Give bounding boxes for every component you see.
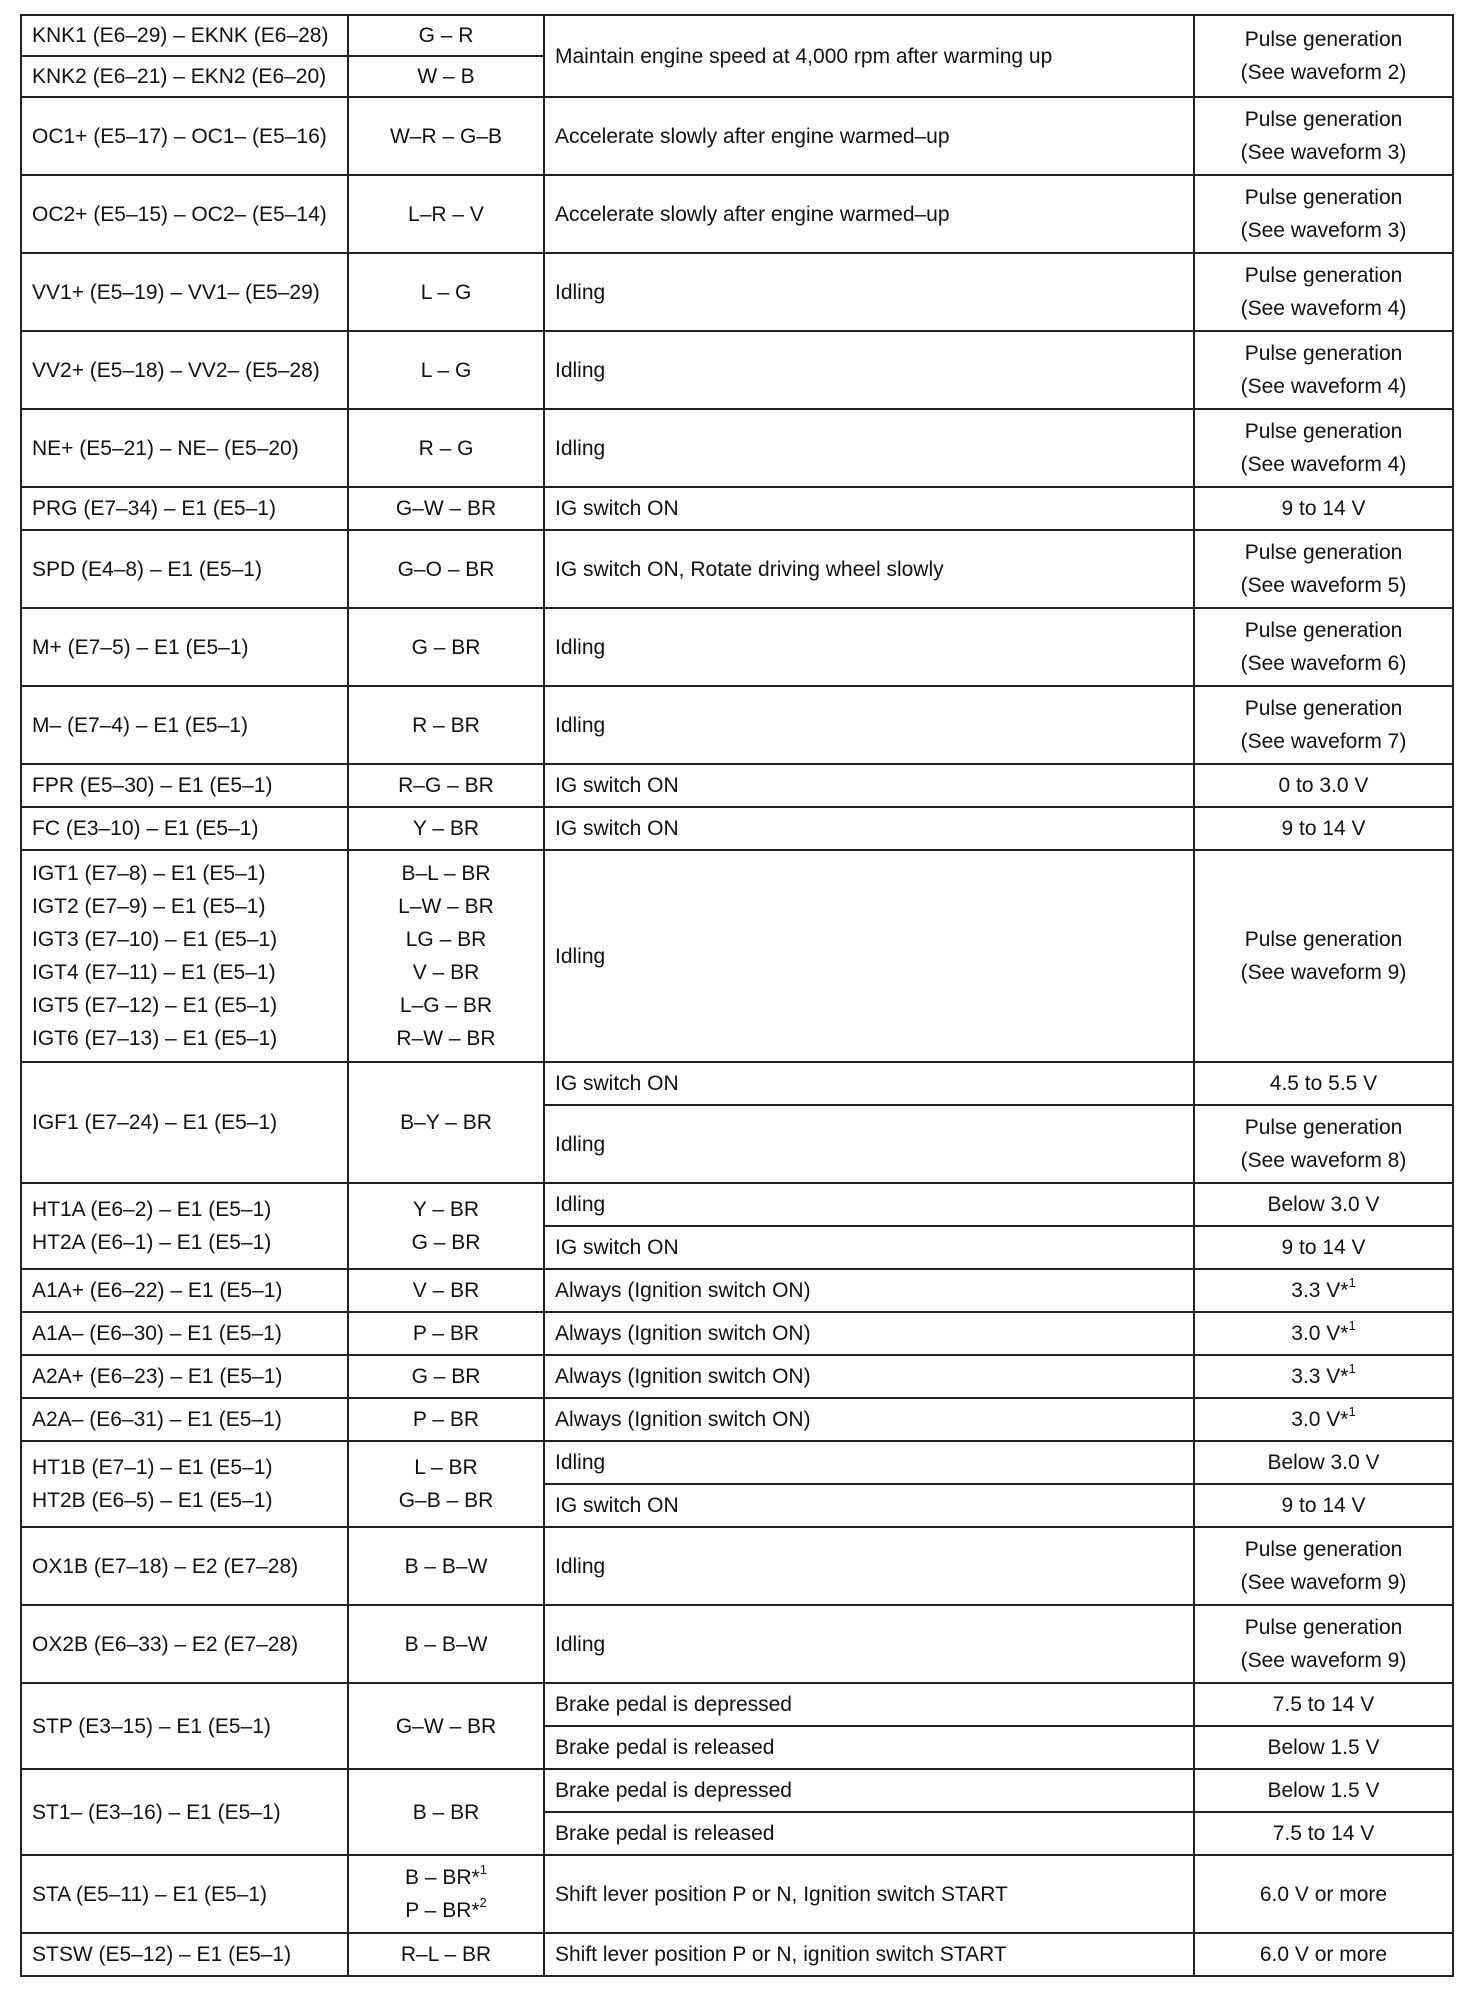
table-row	[21, 1269, 1453, 1312]
terminal-cell	[21, 1605, 348, 1683]
specification-cell	[1194, 1355, 1453, 1398]
terminal-text: M– (E7–4) – E1 (E5–1)	[32, 713, 248, 737]
wiring-text: V – BR	[412, 961, 480, 984]
condition-text: Idling	[555, 1632, 606, 1656]
wiring-text: B–L – BR	[401, 862, 491, 885]
terminal-cell	[21, 175, 348, 253]
wiring-cell	[348, 1683, 544, 1769]
specification-text: Pulse generation	[1244, 108, 1403, 131]
terminal-text: HT2B (E6–5) – E1 (E5–1)	[32, 1489, 273, 1512]
specification-text: 0 to 3.0 V	[1278, 774, 1369, 797]
terminal-text: KNK1 (E6–29) – EKNK (E6–28)	[32, 24, 329, 47]
table-row	[21, 1183, 1453, 1226]
wiring-cell	[348, 56, 544, 97]
condition-text: IG switch ON	[555, 1072, 679, 1095]
terminal-cell	[21, 253, 348, 331]
specification-text: (See waveform 9)	[1240, 961, 1407, 984]
specification-text: Pulse generation	[1244, 186, 1403, 209]
table-row	[21, 608, 1453, 686]
specification-cell	[1194, 1683, 1453, 1726]
specification-text: Pulse generation	[1244, 1616, 1403, 1639]
wiring-text: G – BR	[411, 1231, 481, 1254]
table-row	[21, 1605, 1453, 1683]
condition-cell	[544, 331, 1194, 409]
specification-text: 3.3 V*$^1$	[1291, 1361, 1356, 1388]
table-row	[21, 253, 1453, 331]
wiring-cell	[348, 1355, 544, 1398]
wiring-text: R–G – BR	[398, 774, 494, 797]
terminal-cell	[21, 608, 348, 686]
condition-text: Always (Ignition switch ON)	[555, 1322, 811, 1345]
wiring-text: Y – BR	[412, 1198, 480, 1221]
specification-text: 7.5 to 14 V	[1272, 1693, 1375, 1716]
wiring-cell	[348, 807, 544, 850]
terminal-cell	[21, 56, 348, 97]
condition-cell	[544, 1683, 1194, 1726]
terminal-cell	[21, 15, 348, 56]
condition-cell	[544, 1312, 1194, 1355]
specification-cell	[1194, 15, 1453, 97]
terminal-text: A2A– (E6–31) – E1 (E5–1)	[32, 1408, 282, 1431]
terminal-cell	[21, 1933, 348, 1976]
condition-text: Idling	[555, 1132, 606, 1156]
specification-text: Pulse generation	[1244, 1116, 1403, 1139]
wiring-text: Y – BR	[412, 817, 480, 840]
condition-text: Brake pedal is depressed	[555, 1693, 792, 1716]
specification-cell	[1194, 1441, 1453, 1484]
specification-text: (See waveform 3)	[1240, 219, 1407, 242]
condition-cell	[544, 1269, 1194, 1312]
specification-text: 6.0 V or more	[1259, 1882, 1388, 1906]
table-row	[21, 409, 1453, 487]
terminal-cell	[21, 1683, 348, 1769]
specification-text: 3.0 V*$^1$	[1291, 1318, 1356, 1345]
specification-cell	[1194, 1105, 1453, 1183]
terminal-cell	[21, 1769, 348, 1855]
terminal-text: A2A+ (E6–23) – E1 (E5–1)	[32, 1365, 283, 1388]
footnote-marker: 1	[479, 1862, 487, 1877]
specification-cell	[1194, 253, 1453, 331]
terminal-cell	[21, 1398, 348, 1441]
table-row	[21, 15, 1453, 56]
terminal-text: A1A+ (E6–22) – E1 (E5–1)	[32, 1279, 283, 1302]
wiring-cell	[348, 1769, 544, 1855]
wiring-cell	[348, 1441, 544, 1527]
terminal-text: M+ (E7–5) – E1 (E5–1)	[32, 635, 249, 659]
terminal-text: PRG (E7–34) – E1 (E5–1)	[32, 497, 276, 520]
wiring-text: P – BR*$^2$	[405, 1895, 487, 1922]
condition-text: IG switch ON	[555, 497, 679, 520]
wiring-text: W–R – G–B	[389, 124, 503, 148]
condition-text: Shift lever position P or N, ignition switch START	[555, 1943, 1007, 1966]
wiring-text: G – BR	[411, 635, 481, 659]
wiring-text: R – BR	[412, 713, 480, 737]
wiring-cell	[348, 1605, 544, 1683]
terminal-cell	[21, 1355, 348, 1398]
terminal-cell	[21, 764, 348, 807]
specification-text: Pulse generation	[1244, 697, 1403, 720]
specification-text: (See waveform 4)	[1240, 375, 1407, 398]
specification-text: Pulse generation	[1244, 264, 1403, 287]
terminal-cell	[21, 1312, 348, 1355]
condition-text: Brake pedal is depressed	[555, 1779, 792, 1802]
wiring-text: G – BR	[411, 1365, 481, 1388]
specification-cell	[1194, 1769, 1453, 1812]
table-row	[21, 850, 1453, 1062]
specification-text: Below 1.5 V	[1267, 1779, 1380, 1802]
condition-text: Brake pedal is released	[555, 1822, 775, 1845]
specification-text: 6.0 V or more	[1259, 1943, 1388, 1966]
specification-text: (See waveform 9)	[1240, 1649, 1407, 1672]
specification-text: 3.3 V*$^1$	[1291, 1275, 1356, 1302]
specification-cell	[1194, 807, 1453, 850]
terminal-cell	[21, 1269, 348, 1312]
condition-cell	[544, 1226, 1194, 1269]
table-row	[21, 1933, 1453, 1976]
wiring-text: W – B	[417, 65, 475, 88]
specification-text: (See waveform 5)	[1240, 574, 1407, 597]
condition-cell	[544, 1527, 1194, 1605]
specification-cell	[1194, 1062, 1453, 1105]
condition-cell	[544, 1441, 1194, 1484]
terminal-text: FPR (E5–30) – E1 (E5–1)	[32, 774, 273, 797]
specification-text: Pulse generation	[1244, 28, 1403, 51]
condition-cell	[544, 1062, 1194, 1105]
table-row	[21, 1312, 1453, 1355]
terminal-cell	[21, 331, 348, 409]
wiring-text: G–W – BR	[395, 1714, 497, 1738]
terminal-text: IGF1 (E7–24) – E1 (E5–1)	[32, 1111, 278, 1134]
specification-cell	[1194, 1726, 1453, 1769]
terminal-cell	[21, 807, 348, 850]
terminal-text: OX2B (E6–33) – E2 (E7–28)	[32, 1632, 299, 1656]
table-row	[21, 97, 1453, 175]
table-row	[21, 1769, 1453, 1812]
wiring-text: B – BR*$^1$	[405, 1862, 487, 1889]
terminal-cell	[21, 1183, 348, 1269]
condition-text: Idling	[555, 635, 606, 659]
specification-cell	[1194, 1933, 1453, 1976]
condition-text: Idling	[555, 358, 606, 382]
condition-text: Idling	[555, 1193, 606, 1216]
wiring-text: G – R	[418, 24, 474, 47]
condition-cell	[544, 764, 1194, 807]
condition-cell	[544, 253, 1194, 331]
wiring-text: G–B – BR	[398, 1489, 494, 1512]
condition-cell	[544, 530, 1194, 608]
specification-cell	[1194, 1812, 1453, 1855]
condition-cell	[544, 1355, 1194, 1398]
specification-cell	[1194, 331, 1453, 409]
table-row	[21, 331, 1453, 409]
wiring-cell	[348, 1933, 544, 1976]
specification-cell	[1194, 1183, 1453, 1226]
specification-cell	[1194, 1269, 1453, 1312]
terminal-cell	[21, 850, 348, 1062]
table-row	[21, 686, 1453, 764]
condition-cell	[544, 1605, 1194, 1683]
table-row	[21, 1355, 1453, 1398]
condition-cell	[544, 608, 1194, 686]
condition-text: IG switch ON	[555, 1494, 679, 1517]
specification-cell	[1194, 530, 1453, 608]
terminal-text: HT1A (E6–2) – E1 (E5–1)	[32, 1198, 272, 1221]
table-row	[21, 530, 1453, 608]
wiring-text: L – G	[420, 280, 472, 304]
wiring-text: B–Y – BR	[400, 1111, 492, 1134]
wiring-cell	[348, 175, 544, 253]
specification-text: (See waveform 9)	[1240, 1571, 1407, 1594]
condition-cell	[544, 409, 1194, 487]
condition-text: Accelerate slowly after engine warmed–up	[555, 124, 950, 148]
wiring-cell	[348, 97, 544, 175]
condition-cell	[544, 1855, 1194, 1933]
wiring-cell	[348, 487, 544, 530]
condition-cell	[544, 1933, 1194, 1976]
terminal-spec-table	[20, 14, 1454, 1977]
terminal-text: IGT1 (E7–8) – E1 (E5–1)	[32, 862, 266, 885]
specification-text: (See waveform 4)	[1240, 453, 1407, 476]
specification-text: 9 to 14 V	[1281, 817, 1366, 840]
table-row	[21, 1062, 1453, 1105]
footnote-marker: 2	[479, 1895, 487, 1910]
specification-text: Pulse generation	[1244, 619, 1403, 642]
condition-cell	[544, 1484, 1194, 1527]
wiring-cell	[348, 1398, 544, 1441]
wiring-text: G–W – BR	[395, 497, 497, 520]
condition-cell	[544, 175, 1194, 253]
terminal-cell	[21, 530, 348, 608]
specification-cell	[1194, 97, 1453, 175]
terminal-cell	[21, 1062, 348, 1183]
wiring-text: B – B–W	[404, 1632, 488, 1656]
terminal-text: KNK2 (E6–21) – EKN2 (E6–20)	[32, 65, 327, 88]
specification-text: (See waveform 6)	[1240, 652, 1407, 675]
terminal-text: SPD (E4–8) – E1 (E5–1)	[32, 557, 262, 581]
specification-text: 9 to 14 V	[1281, 1494, 1366, 1517]
condition-text: Brake pedal is released	[555, 1736, 775, 1759]
table-row	[21, 1855, 1453, 1933]
condition-text: Always (Ignition switch ON)	[555, 1408, 811, 1431]
condition-text: IG switch ON, Rotate driving wheel slowly	[555, 557, 944, 581]
condition-text: Idling	[555, 280, 606, 304]
specification-cell	[1194, 175, 1453, 253]
terminal-text: NE+ (E5–21) – NE– (E5–20)	[32, 436, 299, 460]
specification-cell	[1194, 608, 1453, 686]
terminal-text: OC1+ (E5–17) – OC1– (E5–16)	[32, 124, 327, 148]
specification-text: Pulse generation	[1244, 342, 1403, 365]
wiring-text: B – BR	[412, 1800, 480, 1824]
condition-text: Maintain engine speed at 4,000 rpm after warming up	[555, 44, 1053, 68]
wiring-text: R–W – BR	[396, 1027, 496, 1050]
condition-cell	[544, 97, 1194, 175]
specification-cell	[1194, 409, 1453, 487]
wiring-cell	[348, 608, 544, 686]
condition-text: Shift lever position P or N, Ignition switch START	[555, 1882, 1008, 1906]
wiring-cell	[348, 409, 544, 487]
specification-cell	[1194, 487, 1453, 530]
terminal-text: IGT3 (E7–10) – E1 (E5–1)	[32, 928, 278, 951]
table-row	[21, 1398, 1453, 1441]
terminal-cell	[21, 409, 348, 487]
specification-cell	[1194, 1312, 1453, 1355]
terminal-text: ST1– (E3–16) – E1 (E5–1)	[32, 1800, 281, 1824]
condition-text: Accelerate slowly after engine warmed–up	[555, 202, 950, 226]
wiring-text: P – BR	[412, 1408, 480, 1431]
terminal-text: STP (E3–15) – E1 (E5–1)	[32, 1714, 271, 1738]
condition-cell	[544, 1183, 1194, 1226]
table-row	[21, 1527, 1453, 1605]
specification-cell	[1194, 1605, 1453, 1683]
wiring-cell	[348, 764, 544, 807]
wiring-text: V – BR	[412, 1279, 480, 1302]
condition-cell	[544, 850, 1194, 1062]
specification-text: (See waveform 4)	[1240, 297, 1407, 320]
specification-cell	[1194, 1484, 1453, 1527]
specification-text: Below 1.5 V	[1267, 1736, 1380, 1759]
terminal-text: OC2+ (E5–15) – OC2– (E5–14)	[32, 202, 327, 226]
table-body	[21, 15, 1453, 1976]
terminal-cell	[21, 487, 348, 530]
terminal-text: FC (E3–10) – E1 (E5–1)	[32, 817, 259, 840]
wiring-cell	[348, 1062, 544, 1183]
table-row	[21, 764, 1453, 807]
specification-text: Pulse generation	[1244, 1538, 1403, 1561]
terminal-text: STA (E5–11) – E1 (E5–1)	[32, 1882, 268, 1906]
terminal-text: VV2+ (E5–18) – VV2– (E5–28)	[32, 358, 320, 382]
condition-cell	[544, 1812, 1194, 1855]
wiring-text: L – G	[420, 358, 472, 382]
specification-cell	[1194, 1226, 1453, 1269]
condition-text: IG switch ON	[555, 774, 679, 797]
condition-text: Idling	[555, 944, 606, 968]
wiring-text: L–R – V	[408, 202, 484, 226]
specification-text: 9 to 14 V	[1281, 1236, 1366, 1259]
wiring-text: R – G	[418, 436, 474, 460]
specification-text: (See waveform 2)	[1240, 61, 1407, 84]
condition-text: Idling	[555, 1451, 606, 1474]
condition-cell	[544, 15, 1194, 97]
specification-text: 7.5 to 14 V	[1272, 1822, 1375, 1845]
terminal-text: HT2A (E6–1) – E1 (E5–1)	[32, 1231, 272, 1254]
wiring-cell	[348, 530, 544, 608]
wiring-cell	[348, 686, 544, 764]
condition-text: Always (Ignition switch ON)	[555, 1365, 811, 1388]
wiring-cell	[348, 331, 544, 409]
wiring-cell	[348, 1312, 544, 1355]
specification-text: 9 to 14 V	[1281, 497, 1366, 520]
wiring-cell	[348, 1527, 544, 1605]
wiring-cell	[348, 253, 544, 331]
wiring-cell	[348, 1269, 544, 1312]
condition-cell	[544, 1105, 1194, 1183]
wiring-text: LG – BR	[405, 928, 487, 951]
table-row	[21, 1683, 1453, 1726]
footnote-marker: 1	[1348, 1404, 1356, 1419]
table-row	[21, 807, 1453, 850]
terminal-text: VV1+ (E5–19) – VV1– (E5–29)	[32, 280, 320, 304]
wiring-cell	[348, 1183, 544, 1269]
table-row	[21, 175, 1453, 253]
specification-text: (See waveform 8)	[1240, 1149, 1407, 1172]
condition-text: Idling	[555, 436, 606, 460]
condition-cell	[544, 487, 1194, 530]
condition-cell	[544, 1726, 1194, 1769]
specification-text: (See waveform 3)	[1240, 141, 1407, 164]
terminal-text: HT1B (E7–1) – E1 (E5–1)	[32, 1456, 273, 1479]
specification-cell	[1194, 686, 1453, 764]
footnote-marker: 1	[1348, 1318, 1356, 1333]
specification-text: 3.0 V*$^1$	[1291, 1404, 1356, 1431]
terminal-cell	[21, 1527, 348, 1605]
specification-text: Pulse generation	[1244, 420, 1403, 443]
terminal-text: STSW (E5–12) – E1 (E5–1)	[32, 1943, 292, 1966]
wiring-text: P – BR	[412, 1322, 480, 1345]
terminal-text: IGT6 (E7–13) – E1 (E5–1)	[32, 1027, 278, 1050]
condition-text: Always (Ignition switch ON)	[555, 1279, 811, 1302]
wiring-cell	[348, 15, 544, 56]
condition-cell	[544, 1398, 1194, 1441]
specification-text: Below 3.0 V	[1267, 1193, 1380, 1216]
footnote-marker: 1	[1348, 1275, 1356, 1290]
condition-text: IG switch ON	[555, 817, 679, 840]
wiring-cell	[348, 850, 544, 1062]
wiring-cell	[348, 1855, 544, 1933]
condition-cell	[544, 686, 1194, 764]
specification-cell	[1194, 764, 1453, 807]
wiring-text: L–W – BR	[398, 895, 494, 918]
specification-text: Pulse generation	[1244, 928, 1403, 951]
specification-text: Below 3.0 V	[1267, 1451, 1380, 1474]
terminal-text: A1A– (E6–30) – E1 (E5–1)	[32, 1322, 282, 1345]
wiring-text: G–O – BR	[397, 557, 495, 581]
terminal-text: OX1B (E7–18) – E2 (E7–28)	[32, 1554, 299, 1578]
table-row	[21, 1441, 1453, 1484]
condition-text: Idling	[555, 713, 606, 737]
terminal-cell	[21, 1441, 348, 1527]
specification-cell	[1194, 850, 1453, 1062]
specification-cell	[1194, 1527, 1453, 1605]
terminal-text: IGT4 (E7–11) – E1 (E5–1)	[32, 961, 276, 984]
condition-cell	[544, 1769, 1194, 1812]
condition-cell	[544, 807, 1194, 850]
table-row	[21, 487, 1453, 530]
specification-text: (See waveform 7)	[1240, 730, 1407, 753]
terminal-cell	[21, 1855, 348, 1933]
wiring-text: L–G – BR	[399, 994, 493, 1017]
specification-text: 4.5 to 5.5 V	[1269, 1072, 1378, 1095]
terminal-cell	[21, 97, 348, 175]
specification-text: Pulse generation	[1244, 541, 1403, 564]
wiring-text: L – BR	[414, 1456, 478, 1479]
condition-text: IG switch ON	[555, 1236, 679, 1259]
terminal-text: IGT5 (E7–12) – E1 (E5–1)	[32, 994, 278, 1017]
specification-cell	[1194, 1398, 1453, 1441]
wiring-text: B – B–W	[404, 1554, 488, 1578]
condition-text: Idling	[555, 1554, 606, 1578]
terminal-text: IGT2 (E7–9) – E1 (E5–1)	[32, 895, 266, 918]
terminal-cell	[21, 686, 348, 764]
footnote-marker: 1	[1348, 1361, 1356, 1376]
specification-cell	[1194, 1855, 1453, 1933]
wiring-text: R–L – BR	[400, 1943, 492, 1966]
